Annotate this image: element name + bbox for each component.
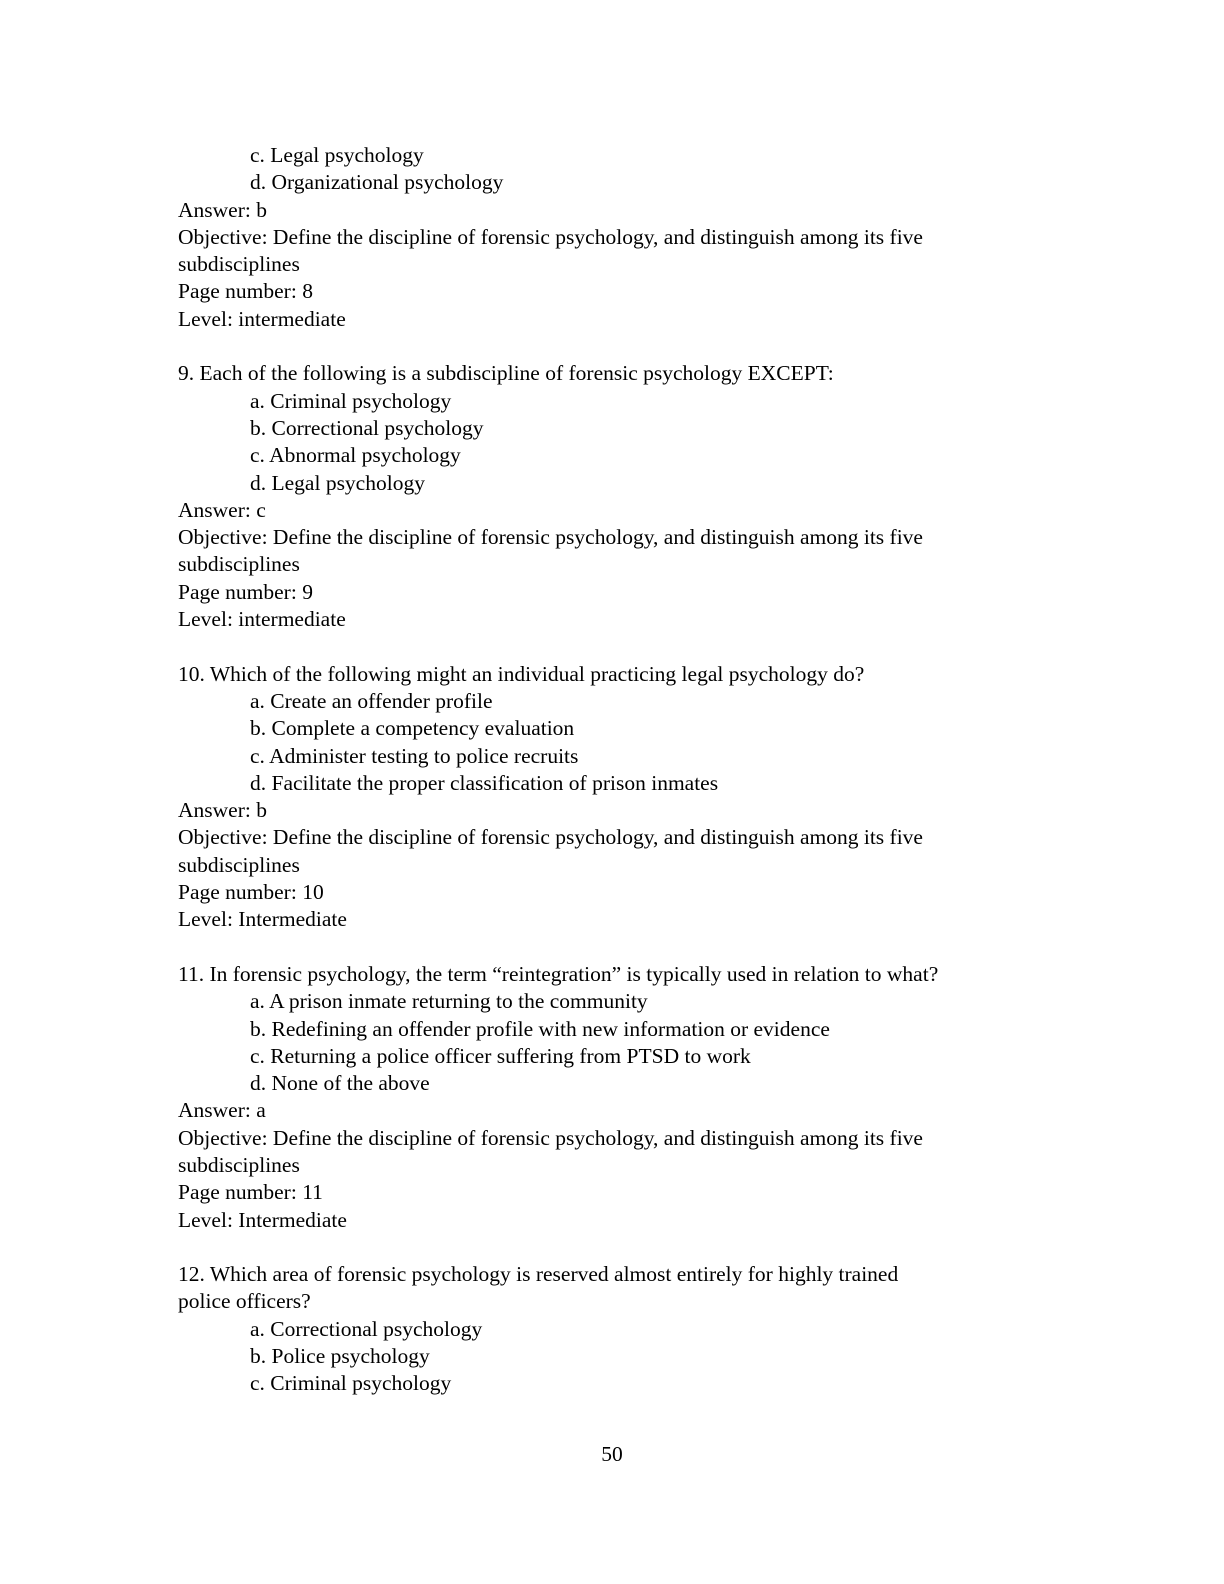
objective-line: Objective: Define the discipline of forensic psychology, and distinguish among its five — [178, 825, 923, 850]
option-c: c. Criminal psychology — [250, 1371, 452, 1396]
option-a: a. A prison inmate returning to the community — [250, 989, 648, 1014]
option-a: a. Correctional psychology — [250, 1316, 483, 1341]
question-block-12 — [178, 1261, 1058, 1397]
option-b: b. Police psychology — [250, 1344, 430, 1369]
answer-line: Answer: b — [178, 798, 267, 823]
spacer — [178, 633, 1058, 660]
page-number-line: Page number: 8 — [178, 279, 313, 304]
page-number-line: Page number: 11 — [178, 1180, 323, 1205]
objective-line-continued: subdisciplines — [178, 852, 300, 877]
objective-line-continued: subdisciplines — [178, 1152, 300, 1177]
option-d: d. Legal psychology — [250, 470, 425, 495]
document-body — [178, 142, 1058, 1398]
option-d: d. Facilitate the proper classification of prison inmates — [250, 770, 719, 795]
objective-line-continued: subdisciplines — [178, 252, 300, 277]
answer-line: Answer: a — [178, 1098, 266, 1123]
option-b: b. Complete a competency evaluation — [250, 716, 575, 741]
question-stem: 9. Each of the following is a subdiscipline of forensic psychology EXCEPT: — [178, 361, 834, 386]
question-block-11 — [178, 961, 1058, 1234]
option-d: d. Organizational psychology — [250, 170, 504, 195]
option-d: d. None of the above — [250, 1071, 430, 1096]
option-a: a. Create an offender profile — [250, 688, 493, 713]
spacer — [178, 934, 1058, 961]
objective-line: Objective: Define the discipline of forensic psychology, and distinguish among its five — [178, 224, 923, 249]
spacer — [178, 1234, 1058, 1261]
option-c: c. Administer testing to police recruits — [250, 743, 579, 768]
level-line: Level: intermediate — [178, 607, 346, 632]
option-c: c. Legal psychology — [250, 143, 424, 167]
question-stem-continued: police officers? — [178, 1289, 311, 1314]
option-c: c. Returning a police officer suffering from PTSD to work — [250, 1043, 751, 1068]
level-line: Level: Intermediate — [178, 1207, 347, 1232]
option-b: b. Redefining an offender profile with new information or evidence — [250, 1016, 830, 1041]
question-stem: 10. Which of the following might an individual practicing legal psychology do? — [178, 661, 865, 686]
answer-line: Answer: c — [178, 497, 266, 522]
option-b: b. Correctional psychology — [250, 415, 484, 440]
option-c: c. Abnormal psychology — [250, 443, 461, 468]
option-a: a. Criminal psychology — [250, 388, 452, 413]
level-line: Level: intermediate — [178, 306, 346, 331]
question-stem: 12. Which area of forensic psychology is reserved almost entirely for highly trained — [178, 1262, 899, 1287]
objective-line-continued: subdisciplines — [178, 552, 300, 577]
question-stem: 11. In forensic psychology, the term “reintegration” is typically used in relation to what? — [178, 961, 939, 986]
spacer — [178, 333, 1058, 360]
question-block-8-continued — [178, 142, 1058, 333]
level-line: Level: Intermediate — [178, 907, 347, 932]
page-number-line: Page number: 9 — [178, 579, 313, 604]
objective-line: Objective: Define the discipline of forensic psychology, and distinguish among its five — [178, 525, 923, 550]
objective-line: Objective: Define the discipline of forensic psychology, and distinguish among its five — [178, 1125, 923, 1150]
page-number-line: Page number: 10 — [178, 880, 324, 905]
answer-line: Answer: b — [178, 197, 267, 222]
question-block-9 — [178, 360, 1058, 633]
page-footer-number: 50 — [601, 1442, 623, 1466]
question-block-10 — [178, 661, 1058, 934]
